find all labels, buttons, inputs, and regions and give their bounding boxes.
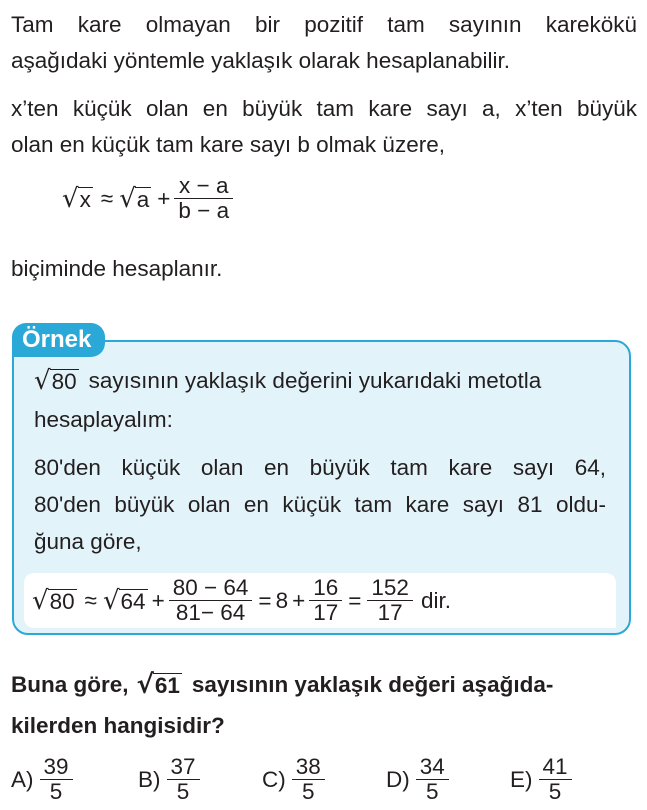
sqrt-80: √ 80 <box>34 366 77 396</box>
fraction-80-64-over-81-64: $\frac{80 - 64}{81- 64}$ <box>171 576 251 625</box>
choice-b[interactable] <box>138 755 202 804</box>
intro-line-2: aşağıdaki yöntemle yaklaşık olarak hesaplanabilir. <box>11 48 511 73</box>
sqrt-x: √ x <box>62 183 91 214</box>
choice-c-fraction: $\frac{38}{5}$ <box>294 755 323 804</box>
plus-sign-1: + <box>151 587 165 613</box>
choice-c[interactable] <box>262 755 327 804</box>
example-intro-line-2: hesaplayalım: <box>34 407 173 432</box>
approx-sign: ≈ <box>100 185 114 211</box>
choice-b-fraction: $\frac{37}{5}$ <box>169 755 198 804</box>
choice-a-label: A) <box>11 766 34 792</box>
choice-a-fraction: $\frac{39}{5}$ <box>42 755 71 804</box>
choice-e-label: E) <box>510 766 533 792</box>
calc-suffix: dir. <box>420 587 451 613</box>
equals-sign-1: = <box>258 587 272 613</box>
choice-a[interactable] <box>11 755 75 804</box>
choice-e-fraction: $\frac{41}{5}$ <box>541 755 570 804</box>
example-calculation <box>32 576 451 625</box>
intro-line-3: x’ten küçük olan en büyük tam kare sayı a, x’ten büyük <box>11 96 637 121</box>
example-label: Örnek <box>12 323 105 357</box>
choice-d[interactable] <box>386 755 451 804</box>
choice-e[interactable] <box>510 755 574 804</box>
choice-c-label: C) <box>262 766 286 792</box>
equals-sign-2: = <box>348 587 362 613</box>
plus-sign: + <box>157 185 171 211</box>
approx-sign-calc: ≈ <box>84 587 97 613</box>
intro-line-4: olan en küçük tam kare sayı b olmak üzere, <box>11 132 445 157</box>
sqrt-61: √ 61 <box>136 670 180 700</box>
sqrt-64: √ 64 <box>102 585 146 616</box>
question-part-2: sayısının yaklaşık değeri aşağıda- <box>191 672 554 697</box>
choice-d-fraction: $\frac{34}{5}$ <box>418 755 447 804</box>
question-line-2: kilerden hangisidir? <box>11 713 225 738</box>
example-line-1: 80'den küçük olan en büyük tam kare sayı 64, <box>34 455 606 480</box>
fraction-x-a-over-b-a: $\frac{x - a}{b - a}$ <box>176 174 231 223</box>
formula-conclusion: biçiminde hesaplanır. <box>11 256 223 281</box>
question-part-1: Buna göre, <box>11 672 129 697</box>
method-formula <box>62 174 235 223</box>
choice-b-label: B) <box>138 766 161 792</box>
intro-line-1: Tam kare olmayan bir pozitif tam sayının karekökü <box>11 12 637 37</box>
example-line-3: ğuna göre, <box>34 529 142 554</box>
example-intro-text: sayısının yaklaşık değerini yukarıdaki metotla <box>88 368 542 393</box>
question-line-1 <box>11 672 553 698</box>
fraction-16-over-17: $\frac{16}{17}$ <box>311 576 340 625</box>
example-intro <box>34 366 541 396</box>
whole-part: 8 <box>275 587 289 613</box>
choice-d-label: D) <box>386 766 410 792</box>
example-line-2: 80'den büyük olan en küçük tam kare sayı 81 oldu- <box>34 492 606 517</box>
sqrt-80-calc: √ 80 <box>32 585 75 616</box>
sqrt-a: √ a <box>119 183 150 214</box>
fraction-152-over-17: $\frac{152}{17}$ <box>369 576 411 625</box>
plus-sign-2: + <box>292 587 306 613</box>
